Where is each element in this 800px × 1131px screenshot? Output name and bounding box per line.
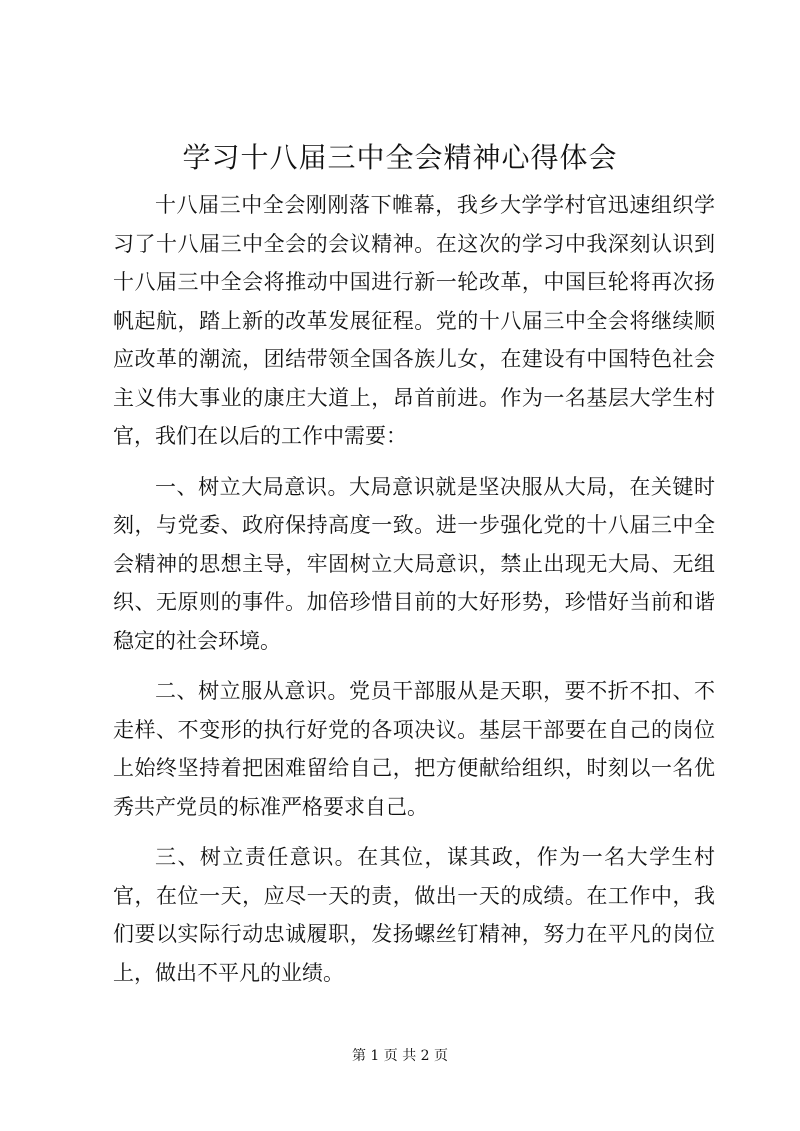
document-title: 学习十八届三中全会精神心得体会 [182,141,618,174]
paragraph-point-2: 二、树立服从意识。党员干部服从是天职，要不折不扣、不走样、不变形的执行好党的各项决议。基层干部要在自己的岗位上始终坚持着把困难留给自己，把方便献给组织，时刻以一名优秀共产党员的标准严格要求自己。 [113,679,715,819]
paragraph-point-3: 三、树立责任意识。在其位，谋其政，作为一名大学生村官，在位一天，应尽一天的责，做出一天的成绩。在工作中，我们要以实际行动忠诚履职，发扬螺丝钉精神，努力在平凡的岗位上，做出不平凡的业绩。 [113,845,715,985]
paragraph-intro: 十八届三中全会刚刚落下帷幕，我乡大学学村官迅速组织学习了十八届三中全会的会议精神。在这次的学习中我深刻认识到十八届三中全会将推动中国进行新一轮改革，中国巨轮将再次扬帆起航，踏上新的改革发展征程。党的十八届三中全会将继续顺应改革的潮流，团结带领全国各族儿女，在建设有中国特色社会主义伟大事业的康庄大道上，昂首前进。作为一名基层大学生村官，我们在以后的工作中需要： [113,193,715,448]
page-number-footer: 第 1 页 共 2 页 [351,1048,449,1064]
paragraph-point-1: 一、树立大局意识。大局意识就是坚决服从大局，在关键时刻，与党委、政府保持高度一致。进一步强化党的十八届三中全会精神的思想主导，牢固树立大局意识，禁止出现无大局、无组织、无原则的事件。加倍珍惜目前的大好形势，珍惜好当前和谐稳定的社会环境。 [113,474,715,653]
document-body [113,186,715,1004]
